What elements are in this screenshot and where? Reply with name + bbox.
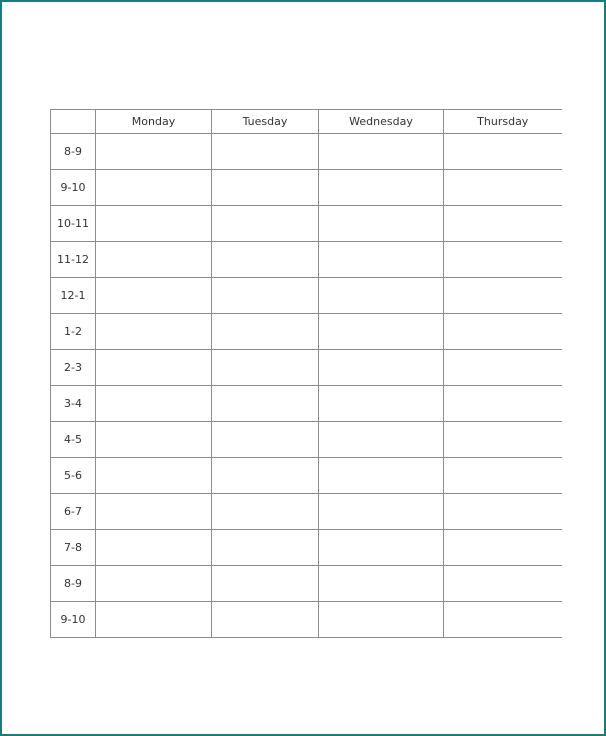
time-slot-label: 12-1 <box>51 278 96 314</box>
time-slot-label: 11-12 <box>51 242 96 278</box>
schedule-cell[interactable] <box>96 134 212 170</box>
schedule-cell[interactable] <box>444 170 562 206</box>
schedule-cell[interactable] <box>444 602 562 638</box>
time-slot-label: 6-7 <box>51 494 96 530</box>
schedule-cell[interactable] <box>96 602 212 638</box>
schedule-cell[interactable] <box>212 458 319 494</box>
day-header-monday: Monday <box>96 110 212 134</box>
schedule-cell[interactable] <box>319 386 444 422</box>
table-row <box>51 566 562 602</box>
schedule-cell[interactable] <box>96 170 212 206</box>
schedule-cell[interactable] <box>96 314 212 350</box>
table-row <box>51 206 562 242</box>
table-row <box>51 602 562 638</box>
table-row <box>51 134 562 170</box>
schedule-cell[interactable] <box>96 350 212 386</box>
schedule-cell[interactable] <box>96 386 212 422</box>
schedule-cell[interactable] <box>96 422 212 458</box>
schedule-cell[interactable] <box>319 350 444 386</box>
schedule-cell[interactable] <box>319 530 444 566</box>
schedule-cell[interactable] <box>212 494 319 530</box>
table-row <box>51 170 562 206</box>
schedule-cell[interactable] <box>96 530 212 566</box>
schedule-cell[interactable] <box>96 458 212 494</box>
time-slot-label: 8-9 <box>51 566 96 602</box>
table-row <box>51 422 562 458</box>
schedule-cell[interactable] <box>444 350 562 386</box>
schedule-cell[interactable] <box>444 494 562 530</box>
schedule-cell[interactable] <box>444 134 562 170</box>
schedule-cell[interactable] <box>319 278 444 314</box>
schedule-cell[interactable] <box>96 278 212 314</box>
schedule-cell[interactable] <box>444 278 562 314</box>
day-header-tuesday: Tuesday <box>212 110 319 134</box>
schedule-cell[interactable] <box>319 170 444 206</box>
schedule-cell[interactable] <box>212 350 319 386</box>
header-row <box>51 110 562 134</box>
schedule-cell[interactable] <box>444 206 562 242</box>
schedule-cell[interactable] <box>319 494 444 530</box>
time-slot-label: 3-4 <box>51 386 96 422</box>
schedule-cell[interactable] <box>96 566 212 602</box>
weekly-schedule-table <box>50 109 562 638</box>
schedule-cell[interactable] <box>319 566 444 602</box>
schedule-cell[interactable] <box>444 386 562 422</box>
schedule-cell[interactable] <box>212 602 319 638</box>
time-slot-label: 10-11 <box>51 206 96 242</box>
schedule-cell[interactable] <box>444 458 562 494</box>
schedule-cell[interactable] <box>444 566 562 602</box>
time-slot-label: 8-9 <box>51 134 96 170</box>
corner-cell <box>51 110 96 134</box>
schedule-cell[interactable] <box>96 242 212 278</box>
table-row <box>51 350 562 386</box>
schedule-cell[interactable] <box>212 170 319 206</box>
schedule-cell[interactable] <box>444 314 562 350</box>
time-slot-label: 9-10 <box>51 602 96 638</box>
time-slot-label: 2-3 <box>51 350 96 386</box>
day-header-wednesday: Wednesday <box>319 110 444 134</box>
schedule-cell[interactable] <box>319 206 444 242</box>
day-header-thursday: Thursday <box>444 110 562 134</box>
schedule-cell[interactable] <box>212 386 319 422</box>
schedule-cell[interactable] <box>212 278 319 314</box>
schedule-cell[interactable] <box>212 566 319 602</box>
time-slot-label: 1-2 <box>51 314 96 350</box>
table-row <box>51 278 562 314</box>
schedule-cell[interactable] <box>212 206 319 242</box>
schedule-cell[interactable] <box>212 422 319 458</box>
schedule-cell[interactable] <box>212 134 319 170</box>
table-row <box>51 314 562 350</box>
schedule-cell[interactable] <box>319 602 444 638</box>
schedule-cell[interactable] <box>444 422 562 458</box>
schedule-cell[interactable] <box>96 206 212 242</box>
schedule-cell[interactable] <box>319 458 444 494</box>
schedule-cell[interactable] <box>212 242 319 278</box>
schedule-cell[interactable] <box>319 134 444 170</box>
time-slot-label: 9-10 <box>51 170 96 206</box>
schedule-cell[interactable] <box>96 494 212 530</box>
schedule-cell[interactable] <box>319 242 444 278</box>
time-slot-label: 7-8 <box>51 530 96 566</box>
schedule-cell[interactable] <box>444 530 562 566</box>
schedule-cell[interactable] <box>319 422 444 458</box>
schedule-cell[interactable] <box>319 314 444 350</box>
table-row <box>51 458 562 494</box>
table-row <box>51 242 562 278</box>
schedule-cell[interactable] <box>212 530 319 566</box>
schedule-cell[interactable] <box>444 242 562 278</box>
schedule-cell[interactable] <box>212 314 319 350</box>
table-row <box>51 530 562 566</box>
time-slot-label: 5-6 <box>51 458 96 494</box>
table-row <box>51 386 562 422</box>
time-slot-label: 4-5 <box>51 422 96 458</box>
table-row <box>51 494 562 530</box>
